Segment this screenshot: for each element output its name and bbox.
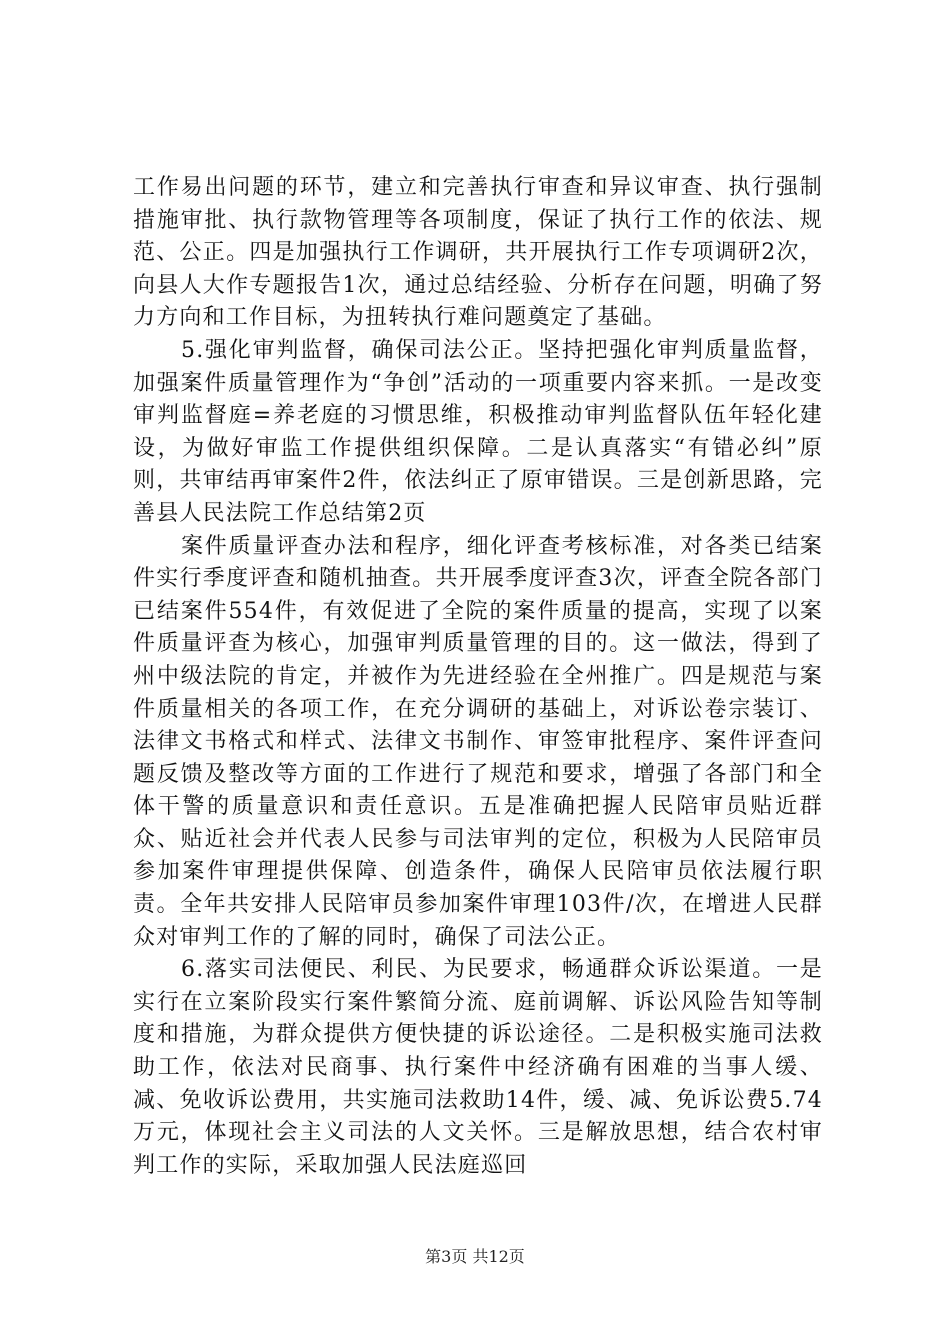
paragraph-trial-supervision: 5.强化审判监督，确保司法公正。坚持把强化审判质量监督，加强案件质量管理作为“争创”活动的一项重要内容来抓。一是改变审判监督庭=养老庭的习惯思维，积极推动审判监督队伍年轻化建设，为做好审监工作提供组织保障。二是认真落实“有错必纠”原则，共审结再审案件2件，依法纠正了原审错误。三是创新思路，完善县人民法院工作总结第2页: [133, 337, 823, 526]
paragraph-judicial-convenience: 6.落实司法便民、利民、为民要求，畅通群众诉讼渠道。一是实行在立案阶段实行案件繁简分流、庭前调解、诉讼风险告知等制度和措施，为群众提供方便快捷的诉讼途径。二是积极实施司法救助工作，依法对民商事、执行案件中经济确有困难的当事人缓、减、免收诉讼费用，共实施司法救助14件，缓、减、免诉讼费5.74万元，体现社会主义司法的人文关怀。三是解放思想，结合农村审判工作的实际，采取加强人民法庭巡回: [133, 957, 823, 1178]
page-footer: 第3页 共12页: [425, 1247, 525, 1266]
paragraph-execution-continued: 工作易出问题的环节，建立和完善执行审查和异议审查、执行强制措施审批、执行款物管理等各项制度，保证了执行工作的依法、规范、公正。四是加强执行工作调研，共开展执行工作专项调研2次，向县人大作专题报告1次，通过总结经验、分析存在问题，明确了努力方向和工作目标，为扭转执行难问题奠定了基础。: [133, 175, 823, 331]
paragraph-case-quality: 案件质量评查办法和程序，细化评查考核标准，对各类已结案件实行季度评查和随机抽查。共开展季度评查3次，评查全院各部门已结案件554件，有效促进了全院的案件质量的提高，实现了以案件质量评查为核心，加强审判质量管理的目的。这一做法，得到了州中级法院的肯定，并被作为先进经验在全州推广。四是规范与案件质量相关的各项工作，在充分调研的基础上，对诉讼卷宗装订、法律文书格式和样式、法律文书制作、审签审批程序、案件评查问题反馈及整改等方面的工作进行了规范和要求，增强了各部门和全体干警的质量意识和责任意识。五是准确把握人民陪审员贴近群众、贴近社会并代表人民参与司法审判的定位，积极为人民陪审员参加案件审理提供保障、创造条件，确保人民陪审员依法履行职责。全年共安排人民陪审员参加案件审理103件/次，在增进人民群众对审判工作的了解的同时，确保了司法公正。: [133, 533, 823, 950]
document-body: [133, 172, 823, 1182]
